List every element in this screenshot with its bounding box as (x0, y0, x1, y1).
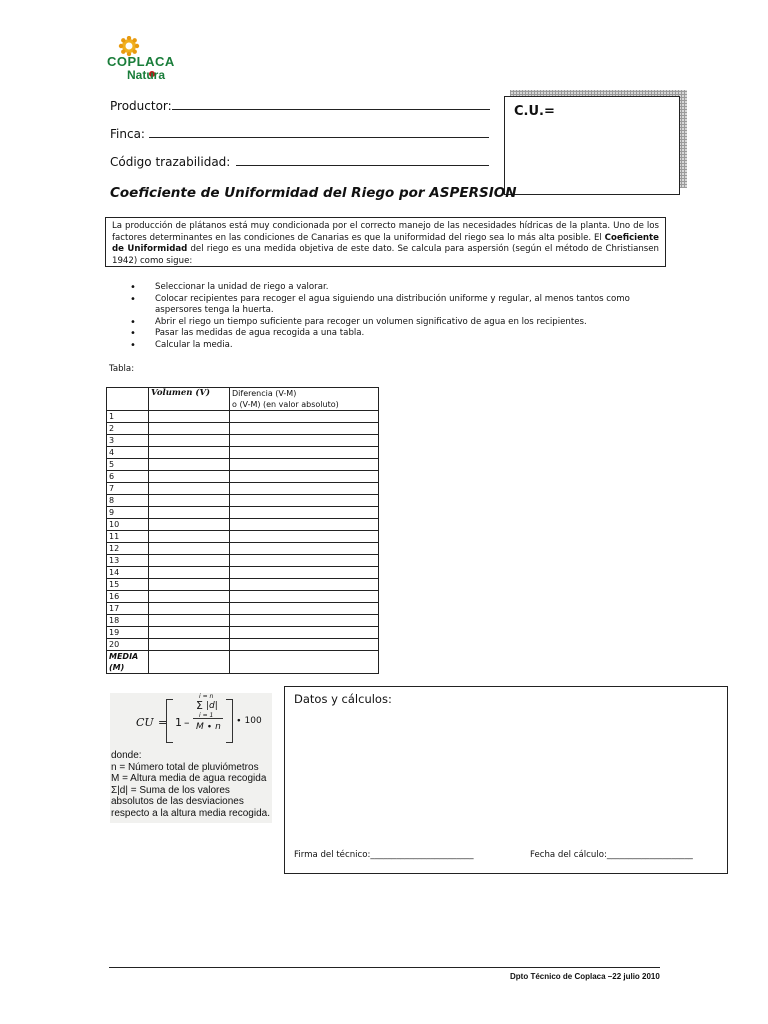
calculos-title: Datos y cálculos: (294, 692, 392, 706)
diferencia-cell[interactable] (230, 459, 379, 471)
intro-text-1: La producción de plátanos está muy condicionada por el correcto manejo de las necesidades hídricas de la planta. Uno de los factores determinantes en las condiciones de Canarias es que la uniformidad del riego sea lo más alta posible. El (112, 221, 659, 243)
row-number: 1 (107, 411, 149, 423)
volumen-cell[interactable] (149, 627, 230, 639)
table-row (107, 603, 379, 615)
formula-sigma: Σ (196, 699, 203, 712)
document-title: Coeficiente de Uniformidad del Riego por ASPERSION (110, 185, 517, 201)
tabla-label: Tabla: (109, 364, 135, 374)
formula-n-def: n = Número total de pluviómetros (111, 761, 259, 773)
volumen-cell[interactable] (149, 591, 230, 603)
formula-legend (111, 750, 273, 819)
table-row (107, 471, 379, 483)
intro-text-2: del riego es una medida objetiva de este dato. Se calcula para aspersión (según el método de Christiansen 1942) como sigue: (112, 244, 659, 266)
table-row (107, 411, 379, 423)
steps-list (135, 282, 655, 352)
calculos-box[interactable] (284, 686, 728, 874)
volumen-cell[interactable] (149, 531, 230, 543)
step-item: • Pasar las medidas de agua recogida a una tabla. (135, 328, 655, 340)
intro-box (105, 217, 666, 267)
diferencia-cell[interactable] (230, 579, 379, 591)
row-number: 15 (107, 579, 149, 591)
volumen-cell[interactable] (149, 615, 230, 627)
row-number: 20 (107, 639, 149, 651)
row-number: 12 (107, 543, 149, 555)
firma-tecnico-field[interactable]: Firma del técnico:________________________ (294, 850, 474, 860)
header-volumen: Volumen (V) (149, 388, 230, 411)
measurements-table (106, 387, 379, 674)
media-label-1: MEDIA (109, 652, 139, 661)
finca-line (149, 136, 489, 138)
table-row (107, 495, 379, 507)
row-number: 6 (107, 471, 149, 483)
diferencia-cell[interactable] (230, 603, 379, 615)
diferencia-cell[interactable] (230, 639, 379, 651)
row-number: 19 (107, 627, 149, 639)
table-row (107, 531, 379, 543)
header-diferencia-1: Diferencia (V-M) (232, 389, 297, 398)
media-row (107, 651, 379, 674)
finca-field[interactable] (110, 127, 489, 141)
finca-label: Finca: (110, 127, 145, 141)
media-volumen-cell[interactable] (149, 651, 230, 674)
volumen-cell[interactable] (149, 471, 230, 483)
table-row (107, 483, 379, 495)
table-header-row (107, 388, 379, 411)
formula-donde: donde: (111, 750, 142, 761)
diferencia-cell[interactable] (230, 495, 379, 507)
table-row (107, 627, 379, 639)
row-number: 8 (107, 495, 149, 507)
volumen-cell[interactable] (149, 543, 230, 555)
volumen-cell[interactable] (149, 423, 230, 435)
media-diferencia-cell[interactable] (230, 651, 379, 674)
step-item: • Seleccionar la unidad de riego a valorar. (135, 282, 655, 294)
diferencia-cell[interactable] (230, 435, 379, 447)
table-row (107, 543, 379, 555)
row-number: 13 (107, 555, 149, 567)
cu-label: C.U.= (514, 104, 555, 119)
row-number: 16 (107, 591, 149, 603)
diferencia-cell[interactable] (230, 423, 379, 435)
row-number: 18 (107, 615, 149, 627)
row-number: 2 (107, 423, 149, 435)
table-row (107, 423, 379, 435)
formula-denominator: M ∙ n (196, 722, 221, 732)
volumen-cell[interactable] (149, 567, 230, 579)
formula-fraction-bar (193, 718, 223, 719)
footer-rule (109, 967, 660, 968)
row-number: 11 (107, 531, 149, 543)
table-row (107, 579, 379, 591)
diferencia-cell[interactable] (230, 543, 379, 555)
volumen-cell[interactable] (149, 447, 230, 459)
codigo-line (236, 164, 489, 166)
table-row (107, 639, 379, 651)
fecha-calculo-field[interactable]: Fecha del cálculo:____________________ (530, 850, 693, 860)
diferencia-cell[interactable] (230, 531, 379, 543)
header-diferencia-2: o (V-M) (en valor absoluto) (232, 400, 339, 409)
media-label (107, 651, 149, 674)
formula-lower-limit: i = 1 (199, 712, 214, 719)
step-item: • Colocar recipientes para recoger el agua siguiendo una distribución uniforme y regular, al menos tantos como aspersores tenga la huerta. (135, 294, 655, 317)
table-row (107, 567, 379, 579)
row-number: 14 (107, 567, 149, 579)
volumen-cell[interactable] (149, 639, 230, 651)
formula-cu: CU (136, 716, 154, 729)
diferencia-cell[interactable] (230, 471, 379, 483)
header-diferencia (230, 388, 379, 411)
volumen-cell[interactable] (149, 483, 230, 495)
media-label-2: (M) (109, 663, 125, 672)
step-item: • Abrir el riego un tiempo suficiente para recoger un volumen significativo de agua en los recipientes. (135, 317, 655, 329)
volumen-cell[interactable] (149, 411, 230, 423)
diferencia-cell[interactable] (230, 627, 379, 639)
diferencia-cell[interactable] (230, 615, 379, 627)
volumen-cell[interactable] (149, 435, 230, 447)
row-number: 4 (107, 447, 149, 459)
table-row (107, 459, 379, 471)
row-number: 7 (107, 483, 149, 495)
diferencia-cell[interactable] (230, 591, 379, 603)
diferencia-cell[interactable] (230, 411, 379, 423)
codigo-field[interactable] (110, 155, 489, 169)
step-item: • Calcular la media. (135, 340, 655, 352)
diferencia-cell[interactable] (230, 519, 379, 531)
diferencia-cell[interactable] (230, 483, 379, 495)
row-number: 3 (107, 435, 149, 447)
header-cell-empty (107, 388, 149, 411)
formula-equals: = (158, 716, 168, 729)
formula-one: 1 (175, 716, 182, 729)
row-number: 10 (107, 519, 149, 531)
row-number: 5 (107, 459, 149, 471)
volumen-cell[interactable] (149, 495, 230, 507)
diferencia-cell[interactable] (230, 567, 379, 579)
volumen-cell[interactable] (149, 579, 230, 591)
formula-sum-def: Σ|d| = Suma de los valores absolutos de las desviaciones respecto a la altura media recogida. (111, 784, 270, 819)
footer-text: Dpto Técnico de Coplaca –22 julio 2010 (510, 972, 660, 981)
row-number: 17 (107, 603, 149, 615)
table-row (107, 555, 379, 567)
formula-m-def: M = Altura media de agua recogida (111, 773, 267, 784)
table-row (107, 591, 379, 603)
productor-line (172, 108, 490, 110)
volumen-cell[interactable] (149, 519, 230, 531)
codigo-label: Código trazabilidad: (110, 155, 231, 169)
formula-minus: – (184, 716, 190, 729)
table-row (107, 615, 379, 627)
volumen-cell[interactable] (149, 555, 230, 567)
table-row (107, 519, 379, 531)
intro-text-bold: Coeficiente de Uniformidad (112, 232, 659, 254)
table-row (107, 447, 379, 459)
table-row (107, 507, 379, 519)
productor-label: Productor: (110, 99, 172, 113)
productor-field[interactable] (110, 99, 490, 113)
volumen-cell[interactable] (149, 459, 230, 471)
volumen-cell[interactable] (149, 603, 230, 615)
formula-abs-d: |d| (206, 701, 218, 711)
table-row (107, 435, 379, 447)
logo-text-natura: Natura (127, 68, 166, 82)
formula-times-100: ∙ 100 (236, 716, 262, 726)
formula-bracket-left (166, 699, 173, 743)
volumen-cell[interactable] (149, 507, 230, 519)
formula-bracket-right (226, 699, 233, 743)
logo-text-coplaca: COPLACA (107, 54, 175, 69)
row-number: 9 (107, 507, 149, 519)
diferencia-cell[interactable] (230, 447, 379, 459)
diferencia-cell[interactable] (230, 555, 379, 567)
diferencia-cell[interactable] (230, 507, 379, 519)
formula-upper-limit: i = n (199, 693, 214, 700)
